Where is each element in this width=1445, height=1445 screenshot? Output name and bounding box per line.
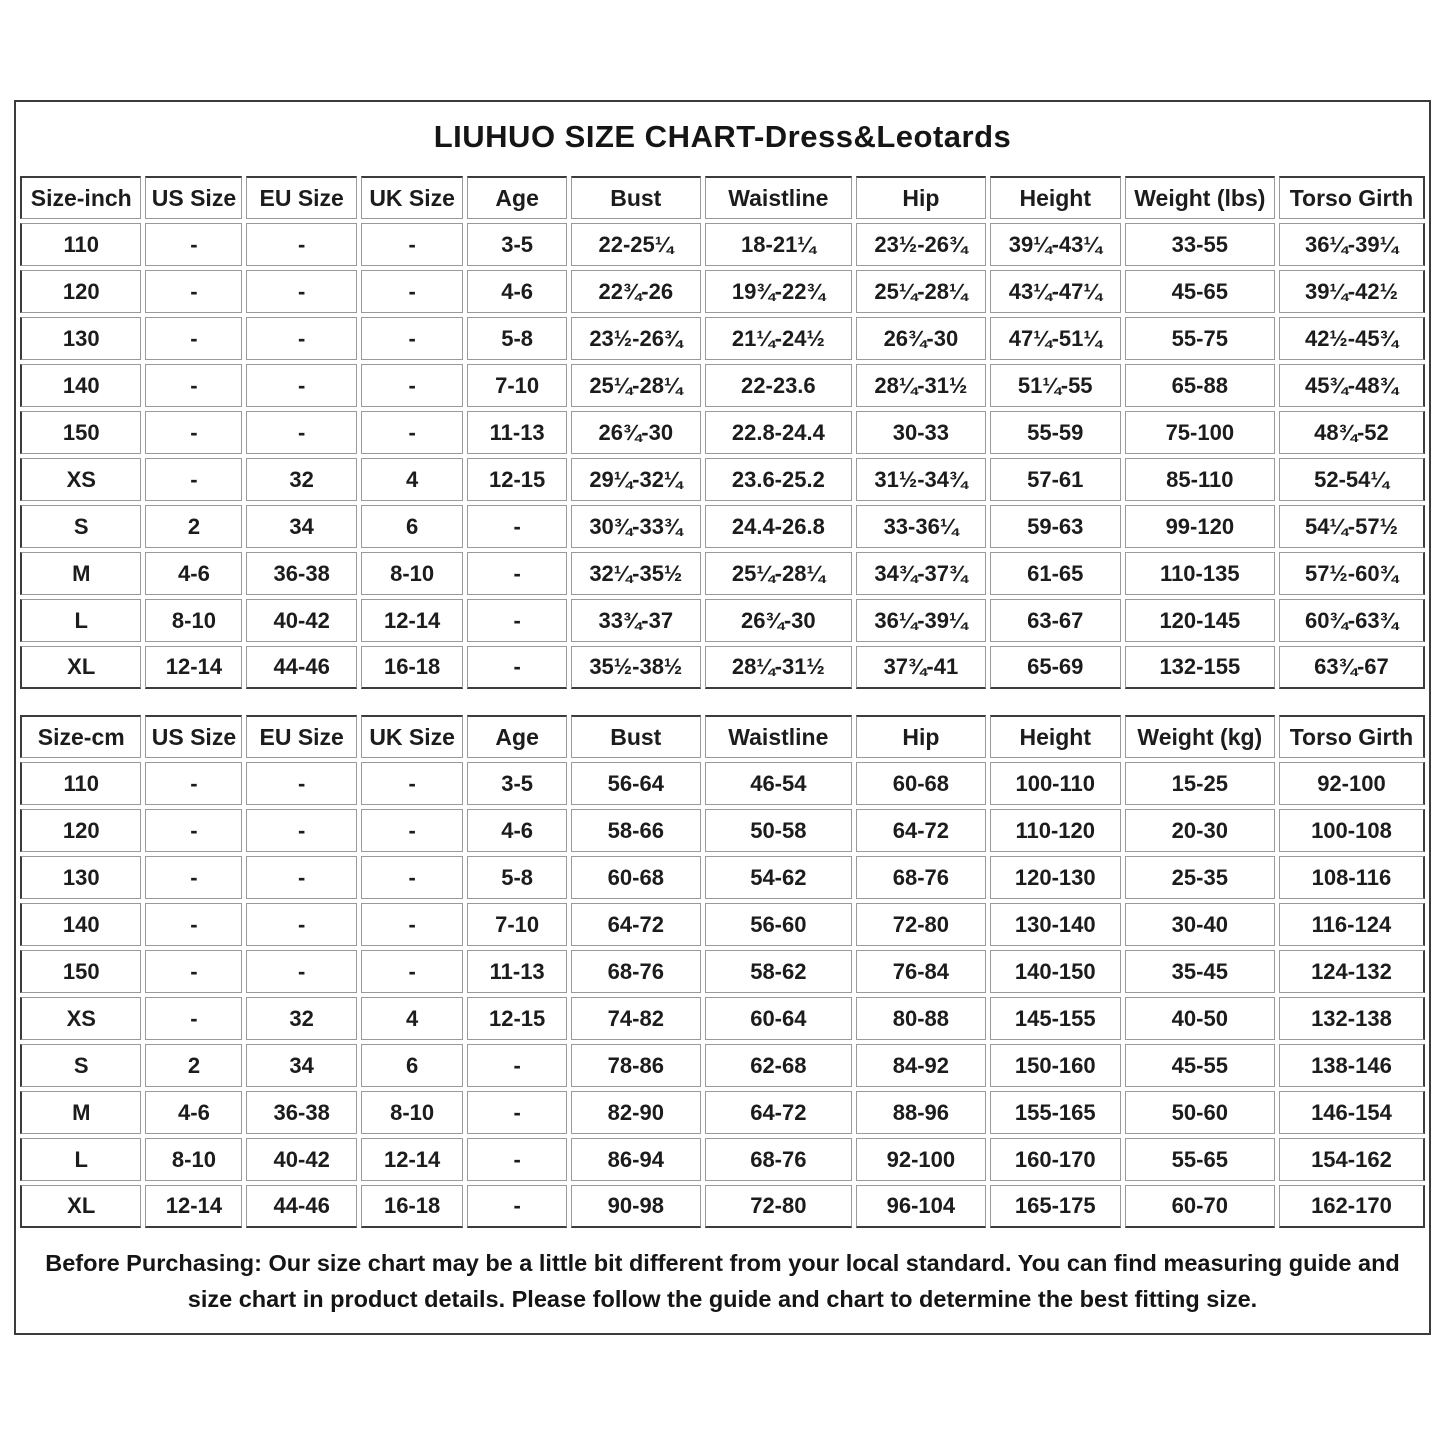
chart-title: LIUHUO SIZE CHART-Dress&Leotards bbox=[433, 119, 1012, 154]
table-cell: 21¼-24½ bbox=[705, 317, 852, 360]
column-header: Torso Girth bbox=[1279, 715, 1425, 758]
table-row bbox=[20, 903, 1425, 946]
size-cell: 130 bbox=[20, 856, 141, 899]
table-cell: 130-140 bbox=[990, 903, 1121, 946]
table-cell: 11-13 bbox=[467, 950, 567, 993]
table-cell: 12-14 bbox=[145, 1185, 242, 1228]
table-cell: 108-116 bbox=[1279, 856, 1425, 899]
table-cell: 68-76 bbox=[705, 1138, 852, 1181]
table-cell: - bbox=[361, 903, 463, 946]
size-cell: 130 bbox=[20, 317, 141, 360]
table-cell: 40-50 bbox=[1125, 997, 1275, 1040]
table-cell: 33-36¼ bbox=[856, 505, 986, 548]
table-cell: 23½-26¾ bbox=[571, 317, 701, 360]
table-cell: 12-15 bbox=[467, 458, 567, 501]
table-cell: 59-63 bbox=[990, 505, 1121, 548]
table-cell: 145-155 bbox=[990, 997, 1121, 1040]
table-cell: 44-46 bbox=[246, 646, 357, 689]
table-cell: 25¼-28¼ bbox=[571, 364, 701, 407]
table-cell: 56-60 bbox=[705, 903, 852, 946]
table-cell: 12-14 bbox=[361, 599, 463, 642]
size-cell: S bbox=[20, 1044, 141, 1087]
table-row bbox=[20, 317, 1425, 360]
table-cell: - bbox=[246, 762, 357, 805]
column-header: Height bbox=[990, 715, 1121, 758]
table-cell: - bbox=[145, 950, 242, 993]
table-cell: 82-90 bbox=[571, 1091, 701, 1134]
table-cell: - bbox=[246, 950, 357, 993]
table-cell: 32 bbox=[246, 997, 357, 1040]
size-cell: 140 bbox=[20, 364, 141, 407]
table-cell: 154-162 bbox=[1279, 1138, 1425, 1181]
table-cell: 57-61 bbox=[990, 458, 1121, 501]
table-cell: - bbox=[145, 903, 242, 946]
table-cell: 23.6-25.2 bbox=[705, 458, 852, 501]
column-header: Weight (lbs) bbox=[1125, 176, 1275, 219]
table-cell: 57½-60¾ bbox=[1279, 552, 1425, 595]
column-header: Bust bbox=[571, 715, 701, 758]
table-cell: 29¼-32¼ bbox=[571, 458, 701, 501]
size-cell: M bbox=[20, 552, 141, 595]
column-header: Waistline bbox=[705, 176, 852, 219]
table-cell: - bbox=[246, 856, 357, 899]
table-cell: 62-68 bbox=[705, 1044, 852, 1087]
table-cell: 74-82 bbox=[571, 997, 701, 1040]
table-cell: 4-6 bbox=[145, 1091, 242, 1134]
table-cell: 64-72 bbox=[856, 809, 986, 852]
table-cell: 26¾-30 bbox=[571, 411, 701, 454]
table-cell: - bbox=[145, 458, 242, 501]
table-cell: - bbox=[361, 856, 463, 899]
table-cell: - bbox=[145, 317, 242, 360]
table-cell: - bbox=[467, 552, 567, 595]
table-cell: - bbox=[361, 364, 463, 407]
table-cell: - bbox=[361, 317, 463, 360]
table-cell: 60-68 bbox=[856, 762, 986, 805]
table-cell: 40-42 bbox=[246, 599, 357, 642]
table-cell: 23½-26¾ bbox=[856, 223, 986, 266]
table-cell: 116-124 bbox=[1279, 903, 1425, 946]
table-cell: 60¾-63¾ bbox=[1279, 599, 1425, 642]
table-cell: 6 bbox=[361, 1044, 463, 1087]
table-cell: 47¼-51¼ bbox=[990, 317, 1121, 360]
table-cell: 33-55 bbox=[1125, 223, 1275, 266]
table-cell: 22¾-26 bbox=[571, 270, 701, 313]
table-cell: - bbox=[145, 809, 242, 852]
table-cell: 16-18 bbox=[361, 1185, 463, 1228]
table-row bbox=[20, 223, 1425, 266]
table-cell: 20-30 bbox=[1125, 809, 1275, 852]
table-cell: 90-98 bbox=[571, 1185, 701, 1228]
table-row bbox=[20, 856, 1425, 899]
table-cell: 25¼-28¼ bbox=[856, 270, 986, 313]
table-cell: 45¾-48¾ bbox=[1279, 364, 1425, 407]
table-cell: 63-67 bbox=[990, 599, 1121, 642]
column-header: UK Size bbox=[361, 715, 463, 758]
table-cell: - bbox=[145, 411, 242, 454]
table-cell: 54¼-57½ bbox=[1279, 505, 1425, 548]
table-cell: 43¼-47¼ bbox=[990, 270, 1121, 313]
table-cell: - bbox=[467, 1044, 567, 1087]
table-cell: 30-33 bbox=[856, 411, 986, 454]
table-row bbox=[20, 762, 1425, 805]
table-cell: 12-15 bbox=[467, 997, 567, 1040]
table-row bbox=[20, 1138, 1425, 1181]
table-cell: - bbox=[246, 270, 357, 313]
size-cell: M bbox=[20, 1091, 141, 1134]
table-cell: 19¾-22¾ bbox=[705, 270, 852, 313]
table-row bbox=[20, 646, 1425, 689]
table-cell: 61-65 bbox=[990, 552, 1121, 595]
table-cell: 12-14 bbox=[361, 1138, 463, 1181]
table-row bbox=[20, 458, 1425, 501]
size-cell: 150 bbox=[20, 411, 141, 454]
table-cell: 45-65 bbox=[1125, 270, 1275, 313]
table-cell: 5-8 bbox=[467, 856, 567, 899]
table-cell: 76-84 bbox=[856, 950, 986, 993]
column-header: Hip bbox=[856, 176, 986, 219]
table-cell: 22-25¼ bbox=[571, 223, 701, 266]
table-cell: 40-42 bbox=[246, 1138, 357, 1181]
table-cell: - bbox=[361, 411, 463, 454]
table-cell: 165-175 bbox=[990, 1185, 1121, 1228]
table-cell: - bbox=[361, 950, 463, 993]
table-cell: 132-155 bbox=[1125, 646, 1275, 689]
table-cell: 72-80 bbox=[705, 1185, 852, 1228]
table-cell: 63¾-67 bbox=[1279, 646, 1425, 689]
table-cell: 120-130 bbox=[990, 856, 1121, 899]
table-cell: 60-64 bbox=[705, 997, 852, 1040]
table-cell: 30-40 bbox=[1125, 903, 1275, 946]
table-cell: 25-35 bbox=[1125, 856, 1275, 899]
table-row bbox=[20, 950, 1425, 993]
table-cell: 39¼-42½ bbox=[1279, 270, 1425, 313]
table-cell: 25¼-28¼ bbox=[705, 552, 852, 595]
table-cell: 26¾-30 bbox=[705, 599, 852, 642]
table-cell: 50-58 bbox=[705, 809, 852, 852]
table-row bbox=[20, 1044, 1425, 1087]
table-cell: 8-10 bbox=[361, 1091, 463, 1134]
column-header: US Size bbox=[145, 176, 242, 219]
table-cell: 7-10 bbox=[467, 364, 567, 407]
table-cell: 7-10 bbox=[467, 903, 567, 946]
column-header: Size-inch bbox=[20, 176, 141, 219]
table-cell: - bbox=[361, 270, 463, 313]
table-cell: 32¼-35½ bbox=[571, 552, 701, 595]
column-header: Size-cm bbox=[20, 715, 141, 758]
table-cell: 36¼-39¼ bbox=[1279, 223, 1425, 266]
table-cell: 36-38 bbox=[246, 1091, 357, 1134]
table-cell: - bbox=[467, 1185, 567, 1228]
table-cell: - bbox=[361, 762, 463, 805]
table-cell: 3-5 bbox=[467, 762, 567, 805]
table-cell: 92-100 bbox=[1279, 762, 1425, 805]
table-cell: 65-88 bbox=[1125, 364, 1275, 407]
table-cell: 4-6 bbox=[467, 270, 567, 313]
table-cell: 85-110 bbox=[1125, 458, 1275, 501]
table-row bbox=[20, 364, 1425, 407]
table-cell: 50-60 bbox=[1125, 1091, 1275, 1134]
table-cell: 12-14 bbox=[145, 646, 242, 689]
column-header: Hip bbox=[856, 715, 986, 758]
table-cell: 46-54 bbox=[705, 762, 852, 805]
table-cell: - bbox=[246, 364, 357, 407]
size-cell: 140 bbox=[20, 903, 141, 946]
table-cell: 96-104 bbox=[856, 1185, 986, 1228]
table-cell: 34 bbox=[246, 505, 357, 548]
header-row bbox=[20, 715, 1425, 758]
table-cell: 124-132 bbox=[1279, 950, 1425, 993]
column-header: Height bbox=[990, 176, 1121, 219]
table-cell: 65-69 bbox=[990, 646, 1121, 689]
table-cell: - bbox=[467, 646, 567, 689]
table-row bbox=[20, 1185, 1425, 1228]
table-row bbox=[20, 1091, 1425, 1134]
table-cell: 68-76 bbox=[571, 950, 701, 993]
table-cell: 44-46 bbox=[246, 1185, 357, 1228]
table-cell: 55-65 bbox=[1125, 1138, 1275, 1181]
table-cell: 11-13 bbox=[467, 411, 567, 454]
size-cell: 110 bbox=[20, 223, 141, 266]
size-table-inches bbox=[16, 172, 1429, 693]
table-cell: - bbox=[361, 809, 463, 852]
table-cell: 5-8 bbox=[467, 317, 567, 360]
table-row bbox=[20, 411, 1425, 454]
column-header: Waistline bbox=[705, 715, 852, 758]
size-cell: XS bbox=[20, 997, 141, 1040]
size-cell: XS bbox=[20, 458, 141, 501]
size-cell: S bbox=[20, 505, 141, 548]
table-cell: 78-86 bbox=[571, 1044, 701, 1087]
table-cell: - bbox=[145, 223, 242, 266]
table-cell: - bbox=[246, 809, 357, 852]
size-cell: XL bbox=[20, 1185, 141, 1228]
table-cell: 34 bbox=[246, 1044, 357, 1087]
table-cell: - bbox=[145, 997, 242, 1040]
column-header: UK Size bbox=[361, 176, 463, 219]
table-cell: - bbox=[145, 856, 242, 899]
column-header: Torso Girth bbox=[1279, 176, 1425, 219]
table-cell: 4-6 bbox=[145, 552, 242, 595]
table-cell: 3-5 bbox=[467, 223, 567, 266]
table-cell: 26¾-30 bbox=[856, 317, 986, 360]
table-cell: 58-62 bbox=[705, 950, 852, 993]
table-cell: 100-110 bbox=[990, 762, 1121, 805]
table-row bbox=[20, 997, 1425, 1040]
table-cell: 18-21¼ bbox=[705, 223, 852, 266]
size-cell: XL bbox=[20, 646, 141, 689]
table-cell: 146-154 bbox=[1279, 1091, 1425, 1134]
table-cell: - bbox=[467, 599, 567, 642]
table-cell: 150-160 bbox=[990, 1044, 1121, 1087]
table-cell: - bbox=[467, 1138, 567, 1181]
size-cell: L bbox=[20, 1138, 141, 1181]
column-header: US Size bbox=[145, 715, 242, 758]
table-cell: 75-100 bbox=[1125, 411, 1275, 454]
table-cell: 72-80 bbox=[856, 903, 986, 946]
table-cell: 64-72 bbox=[571, 903, 701, 946]
table-cell: 52-54¼ bbox=[1279, 458, 1425, 501]
table-cell: 99-120 bbox=[1125, 505, 1275, 548]
table-cell: - bbox=[246, 223, 357, 266]
table-row bbox=[20, 599, 1425, 642]
column-header: Bust bbox=[571, 176, 701, 219]
table-cell: 138-146 bbox=[1279, 1044, 1425, 1087]
table-cell: 110-135 bbox=[1125, 552, 1275, 595]
column-header: Age bbox=[467, 715, 567, 758]
table-cell: 4-6 bbox=[467, 809, 567, 852]
table-cell: 55-59 bbox=[990, 411, 1121, 454]
table-cell: - bbox=[145, 270, 242, 313]
table-cell: 45-55 bbox=[1125, 1044, 1275, 1087]
size-cell: 120 bbox=[20, 270, 141, 313]
table-cell: 28¼-31½ bbox=[705, 646, 852, 689]
column-header: Weight (kg) bbox=[1125, 715, 1275, 758]
table-cell: 155-165 bbox=[990, 1091, 1121, 1134]
table-cell: 6 bbox=[361, 505, 463, 548]
table-cell: 92-100 bbox=[856, 1138, 986, 1181]
size-cell: L bbox=[20, 599, 141, 642]
table-cell: 15-25 bbox=[1125, 762, 1275, 805]
table-cell: 56-64 bbox=[571, 762, 701, 805]
table-cell: 162-170 bbox=[1279, 1185, 1425, 1228]
table-cell: 2 bbox=[145, 505, 242, 548]
table-cell: 2 bbox=[145, 1044, 242, 1087]
table-cell: 28¼-31½ bbox=[856, 364, 986, 407]
table-cell: - bbox=[467, 1091, 567, 1134]
table-cell: 54-62 bbox=[705, 856, 852, 899]
header-row bbox=[20, 176, 1425, 219]
table-cell: 86-94 bbox=[571, 1138, 701, 1181]
table-cell: 39¼-43¼ bbox=[990, 223, 1121, 266]
table-cell: 30¾-33¾ bbox=[571, 505, 701, 548]
table-row bbox=[20, 809, 1425, 852]
table-cell: 33¾-37 bbox=[571, 599, 701, 642]
table-cell: 88-96 bbox=[856, 1091, 986, 1134]
column-header: EU Size bbox=[246, 176, 357, 219]
table-cell: 42½-45¾ bbox=[1279, 317, 1425, 360]
table-cell: 35½-38½ bbox=[571, 646, 701, 689]
table-cell: 51¼-55 bbox=[990, 364, 1121, 407]
table-cell: - bbox=[361, 223, 463, 266]
table-cell: 35-45 bbox=[1125, 950, 1275, 993]
table-cell: 4 bbox=[361, 458, 463, 501]
table-cell: 80-88 bbox=[856, 997, 986, 1040]
table-cell: - bbox=[246, 411, 357, 454]
table-cell: 68-76 bbox=[856, 856, 986, 899]
table-cell: 55-75 bbox=[1125, 317, 1275, 360]
table-cell: 58-66 bbox=[571, 809, 701, 852]
size-cell: 110 bbox=[20, 762, 141, 805]
table-cell: 100-108 bbox=[1279, 809, 1425, 852]
table-cell: 36¼-39¼ bbox=[856, 599, 986, 642]
column-header: Age bbox=[467, 176, 567, 219]
purchase-note: Before Purchasing: Our size chart may be a little bit different from your local standard. You can find measuring guide and size chart in product details. Please follow the guide and chart to determine the best fitting size. bbox=[45, 1250, 1400, 1313]
table-cell: - bbox=[246, 903, 357, 946]
table-cell: - bbox=[145, 364, 242, 407]
table-cell: 60-68 bbox=[571, 856, 701, 899]
table-cell: 8-10 bbox=[145, 1138, 242, 1181]
table-cell: - bbox=[145, 762, 242, 805]
table-gap bbox=[16, 693, 1429, 711]
table-cell: 37¾-41 bbox=[856, 646, 986, 689]
table-row bbox=[20, 270, 1425, 313]
table-cell: 4 bbox=[361, 997, 463, 1040]
table-cell: - bbox=[246, 317, 357, 360]
size-cell: 150 bbox=[20, 950, 141, 993]
table-cell: 60-70 bbox=[1125, 1185, 1275, 1228]
table-row bbox=[20, 552, 1425, 595]
table-cell: 84-92 bbox=[856, 1044, 986, 1087]
column-header: EU Size bbox=[246, 715, 357, 758]
table-cell: 16-18 bbox=[361, 646, 463, 689]
table-cell: 120-145 bbox=[1125, 599, 1275, 642]
table-cell: 64-72 bbox=[705, 1091, 852, 1134]
table-cell: 22-23.6 bbox=[705, 364, 852, 407]
table-cell: 110-120 bbox=[990, 809, 1121, 852]
table-cell: 140-150 bbox=[990, 950, 1121, 993]
table-cell: 31½-34¾ bbox=[856, 458, 986, 501]
size-table-cm bbox=[16, 711, 1429, 1232]
size-chart-frame bbox=[14, 100, 1431, 1335]
table-cell: 36-38 bbox=[246, 552, 357, 595]
table-cell: 24.4-26.8 bbox=[705, 505, 852, 548]
table-cell: 8-10 bbox=[145, 599, 242, 642]
size-cell: 120 bbox=[20, 809, 141, 852]
table-cell: 8-10 bbox=[361, 552, 463, 595]
table-row bbox=[20, 505, 1425, 548]
table-cell: 48¾-52 bbox=[1279, 411, 1425, 454]
table-cell: 32 bbox=[246, 458, 357, 501]
table-cell: 132-138 bbox=[1279, 997, 1425, 1040]
table-cell: 160-170 bbox=[990, 1138, 1121, 1181]
table-cell: 34¾-37¾ bbox=[856, 552, 986, 595]
table-cell: - bbox=[467, 505, 567, 548]
table-cell: 22.8-24.4 bbox=[705, 411, 852, 454]
